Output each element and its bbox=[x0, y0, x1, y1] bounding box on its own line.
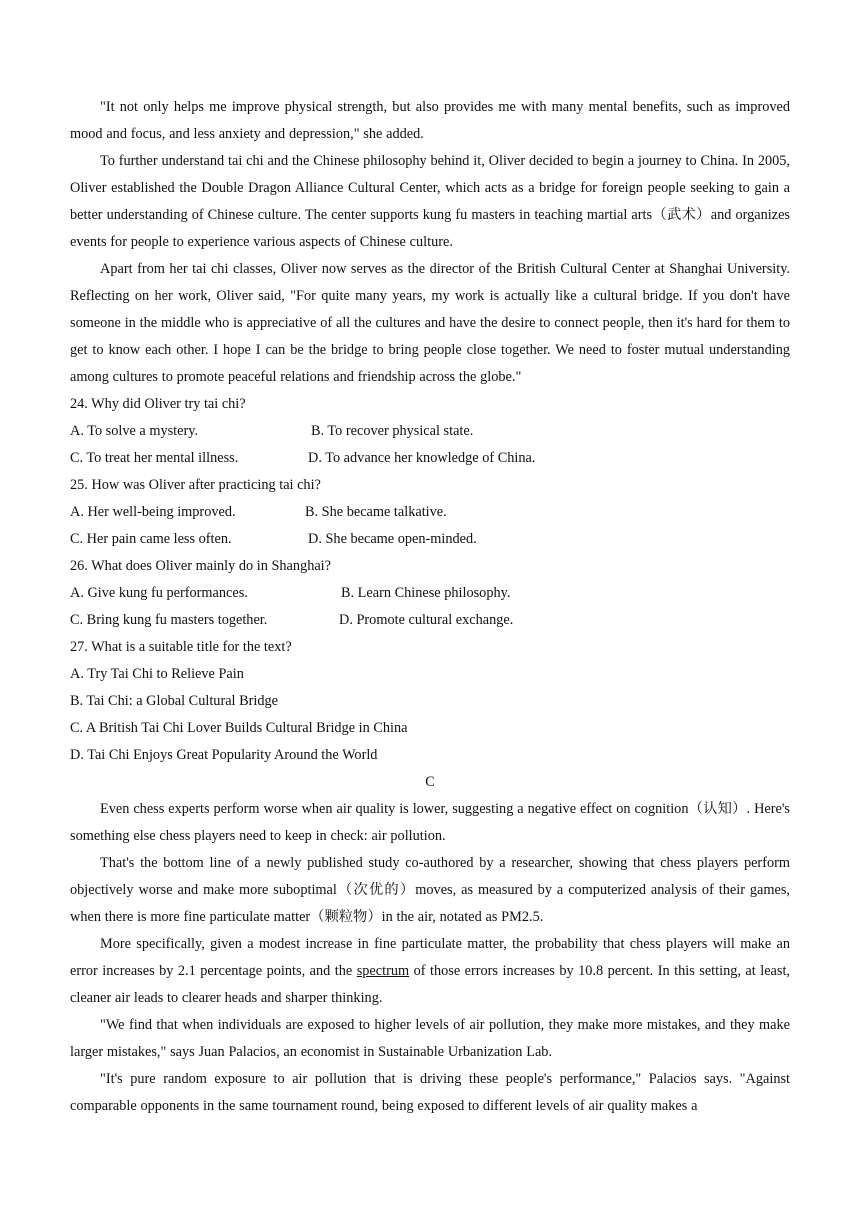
option-a: A. Her well-being improved. bbox=[70, 504, 236, 520]
option-c: C. Bring kung fu masters together. bbox=[70, 612, 268, 628]
text-run: of those errors increases by 10.8 percent. In this setting, at least, cleaner air leads to clearer heads and sharper thinking. bbox=[70, 963, 790, 1006]
paragraph: "It not only helps me improve physical strength, but also provides me with many mental benefits, such as improved mood and focus, and less anxiety and depression," she added. bbox=[70, 99, 790, 142]
option-b: B. Learn Chinese philosophy. bbox=[341, 585, 511, 601]
section-heading: C bbox=[425, 774, 435, 790]
paragraph: That's the bottom line of a newly published study co-authored by a researcher, showing that chess players perform objectively worse and make more suboptimal（次优的）moves, as measured by a computerized analysis of their games, when there is more fine particulate matter（颗粒物）in the air, notated as PM2.5. bbox=[70, 855, 790, 925]
option-row bbox=[70, 580, 790, 607]
paragraph: To further understand tai chi and the Chinese philosophy behind it, Oliver decided to begin a journey to China. In 2005, Oliver established the Double Dragon Alliance Cultural Center, which acts as a bridge for foreign people seeking to gain a better understanding of Chinese culture. The center supports kung fu masters in teaching martial arts（武术）and organizes events for people to experience various aspects of Chinese culture. bbox=[70, 153, 790, 250]
paragraph: Even chess experts perform worse when air quality is lower, suggesting a negative effect on cognition（认知）. Here's something else chess players need to keep in check: air pollution. bbox=[70, 801, 790, 844]
question-stem: 27. What is a suitable title for the text? bbox=[70, 639, 292, 655]
document-page bbox=[70, 94, 790, 1120]
option-b: B. Tai Chi: a Global Cultural Bridge bbox=[70, 693, 279, 709]
underlined-word: spectrum bbox=[356, 963, 410, 979]
option-c: C. A British Tai Chi Lover Builds Cultural Bridge in China bbox=[70, 720, 408, 736]
option-c: C. To treat her mental illness. bbox=[70, 450, 239, 466]
question-stem: 24. Why did Oliver try tai chi? bbox=[70, 396, 246, 412]
option-d: D. She became open-minded. bbox=[308, 531, 477, 547]
option-b: B. To recover physical state. bbox=[311, 423, 474, 439]
option-d: D. Promote cultural exchange. bbox=[339, 612, 514, 628]
paragraph bbox=[70, 931, 790, 1012]
option-d: D. Tai Chi Enjoys Great Popularity Around the World bbox=[70, 747, 378, 763]
question-stem: 26. What does Oliver mainly do in Shanghai? bbox=[70, 558, 332, 574]
question-stem: 25. How was Oliver after practicing tai chi? bbox=[70, 477, 321, 493]
option-b: B. She became talkative. bbox=[305, 504, 447, 520]
option-row bbox=[70, 418, 790, 445]
option-a: A. Try Tai Chi to Relieve Pain bbox=[70, 666, 244, 682]
paragraph: "It's pure random exposure to air pollution that is driving these people's performance," Palacios says. "Against comparable opponents in the same tournament round, being exposed to different levels of air quality makes a bbox=[70, 1071, 790, 1114]
option-row bbox=[70, 607, 790, 634]
option-row bbox=[70, 499, 790, 526]
option-a: A. Give kung fu performances. bbox=[70, 585, 248, 601]
option-row bbox=[70, 445, 790, 472]
option-a: A. To solve a mystery. bbox=[70, 423, 199, 439]
paragraph: Apart from her tai chi classes, Oliver now serves as the director of the British Cultural Center at Shanghai University. Reflecting on her work, Oliver said, "For quite many years, my work is actually like a cultural bridge. If you don't have someone in the middle who is appreciative of all the cultures and have the desire to connect people, then it's hard for them to get to know each other. I hope I can be the bridge to bring people close together. We need to foster mutual understanding among cultures to promote peaceful relations and friendship across the globe." bbox=[70, 261, 790, 385]
option-c: C. Her pain came less often. bbox=[70, 531, 232, 547]
text-run: More specifically, given a modest increase in fine particulate matter, the probability that chess players will make an error increases by 2.1 percentage points, and the bbox=[70, 936, 790, 979]
paragraph: "We find that when individuals are exposed to higher levels of air pollution, they make more mistakes, and they make larger mistakes," says Juan Palacios, an economist in Sustainable Urbanization Lab. bbox=[70, 1017, 790, 1060]
option-row bbox=[70, 526, 790, 553]
option-d: D. To advance her knowledge of China. bbox=[308, 450, 536, 466]
